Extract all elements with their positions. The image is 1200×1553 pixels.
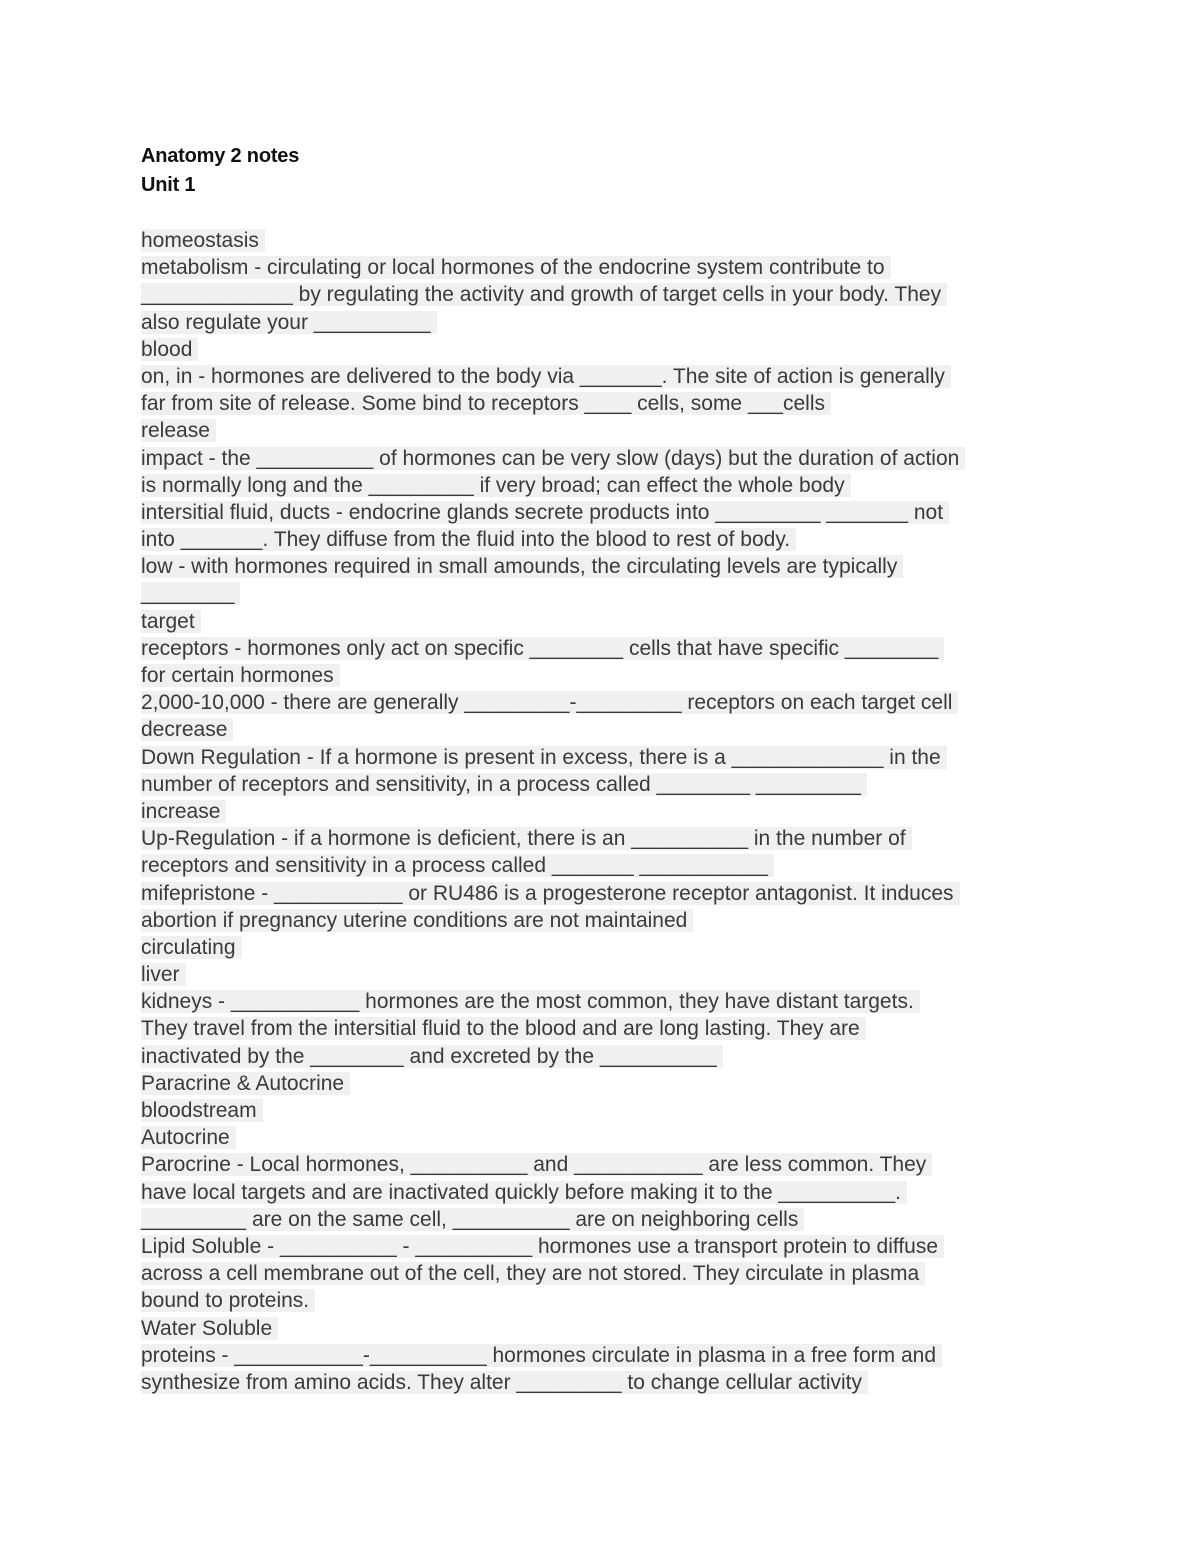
note-line-text: on, in - hormones are delivered to the body via _______. The site of action is generally: [141, 365, 951, 388]
note-line: [141, 934, 1066, 961]
note-line-text: intersitial fluid, ducts - endocrine glands secrete products into _________ _______ not: [141, 501, 949, 524]
note-line: [141, 1151, 1066, 1178]
note-line: [141, 880, 1066, 907]
note-line-text: number of receptors and sensitivity, in a process called ________ _________: [141, 773, 867, 796]
note-line: [141, 472, 1066, 499]
note-line-text: receptors and sensitivity in a process called _______ ___________: [141, 854, 774, 877]
note-line: [141, 1124, 1066, 1151]
note-line: [141, 1342, 1066, 1369]
note-line: [141, 417, 1066, 444]
note-line-text: increase: [141, 800, 226, 823]
note-line: [141, 1179, 1066, 1206]
note-line-text: Down Regulation - If a hormone is present in excess, there is a _____________ in the: [141, 746, 947, 769]
note-line-text: across a cell membrane out of the cell, they are not stored. They circulate in plasma: [141, 1262, 925, 1285]
note-line-text: into _______. They diffuse from the fluid into the blood to rest of body.: [141, 528, 796, 551]
note-line-text: release: [141, 419, 216, 442]
note-line: [141, 1070, 1066, 1097]
note-line-text: ________: [141, 582, 240, 605]
note-line-text: circulating: [141, 936, 242, 959]
note-line-text: also regulate your __________: [141, 311, 437, 334]
note-line: [141, 608, 1066, 635]
note-line-text: bound to proteins.: [141, 1289, 315, 1312]
note-line: [141, 1097, 1066, 1124]
note-line: [141, 744, 1066, 771]
note-line-text: bloodstream: [141, 1099, 263, 1122]
note-line-text: 2,000-10,000 - there are generally _________-_________ receptors on each target cell: [141, 691, 958, 714]
note-line: [141, 825, 1066, 852]
note-line: [141, 309, 1066, 336]
note-line: [141, 499, 1066, 526]
note-line: [141, 716, 1066, 743]
note-line: [141, 254, 1066, 281]
note-line-text: is normally long and the _________ if very broad; can effect the whole body: [141, 474, 851, 497]
note-line-text: _____________ by regulating the activity and growth of target cells in your body. They: [141, 283, 947, 306]
document-page: [141, 142, 1066, 1396]
note-line: [141, 553, 1066, 580]
note-line: [141, 852, 1066, 879]
note-line: [141, 445, 1066, 472]
note-line: [141, 961, 1066, 988]
note-line-text: inactivated by the ________ and excreted by the __________: [141, 1045, 723, 1068]
note-line: [141, 390, 1066, 417]
document-unit-heading: Unit 1: [141, 174, 196, 196]
note-line-text: Lipid Soluble - __________ - __________ hormones use a transport protein to diffuse: [141, 1235, 944, 1258]
note-line: [141, 1043, 1066, 1070]
note-line-text: liver: [141, 963, 186, 986]
note-line: [141, 227, 1066, 254]
note-line: [141, 1233, 1066, 1260]
note-line: [141, 635, 1066, 662]
note-line-text: Up-Regulation - if a hormone is deficient, there is an __________ in the number of: [141, 827, 912, 850]
note-line: [141, 1369, 1066, 1396]
note-line-text: Paracrine & Autocrine: [141, 1072, 350, 1095]
note-line-text: blood: [141, 338, 198, 361]
note-line: [141, 580, 1066, 607]
note-line: [141, 988, 1066, 1015]
note-line-text: low - with hormones required in small amounds, the circulating levels are typically: [141, 555, 903, 578]
note-line: [141, 281, 1066, 308]
note-line: [141, 798, 1066, 825]
note-line-text: Parocrine - Local hormones, __________ and ___________ are less common. They: [141, 1153, 932, 1176]
note-line: [141, 662, 1066, 689]
note-line: [141, 1287, 1066, 1314]
note-line: [141, 907, 1066, 934]
note-line: [141, 363, 1066, 390]
note-line-text: Water Soluble: [141, 1317, 278, 1340]
note-line-text: decrease: [141, 718, 233, 741]
note-line-text: kidneys - ___________ hormones are the most common, they have distant targets.: [141, 990, 920, 1013]
note-line-text: target: [141, 610, 201, 633]
heading-spacer: [141, 200, 1066, 227]
note-line: [141, 1260, 1066, 1287]
document-title: Anatomy 2 notes: [141, 145, 300, 167]
note-line-text: metabolism - circulating or local hormones of the endocrine system contribute to: [141, 256, 891, 279]
note-line: [141, 1206, 1066, 1233]
note-line-text: Autocrine: [141, 1126, 236, 1149]
notes-body: [141, 227, 1066, 1396]
note-line: [141, 336, 1066, 363]
note-line: [141, 1315, 1066, 1342]
note-line: [141, 771, 1066, 798]
note-line-text: far from site of release. Some bind to receptors ____ cells, some ___cells: [141, 392, 831, 415]
note-line-text: _________ are on the same cell, __________ are on neighboring cells: [141, 1208, 804, 1231]
note-line-text: synthesize from amino acids. They alter _________ to change cellular activity: [141, 1371, 868, 1394]
note-line-text: have local targets and are inactivated quickly before making it to the __________.: [141, 1181, 907, 1204]
note-line-text: for certain hormones: [141, 664, 340, 687]
note-line-text: receptors - hormones only act on specific ________ cells that have specific ________: [141, 637, 944, 660]
note-line-text: homeostasis: [141, 229, 265, 252]
note-line-text: impact - the __________ of hormones can be very slow (days) but the duration of action: [141, 447, 965, 470]
note-line: [141, 526, 1066, 553]
note-line-text: abortion if pregnancy uterine conditions are not maintained: [141, 909, 693, 932]
note-line-text: They travel from the intersitial fluid to the blood and are long lasting. They are: [141, 1017, 866, 1040]
note-line-text: proteins - ___________-__________ hormones circulate in plasma in a free form and: [141, 1344, 942, 1367]
note-line-text: mifepristone - ___________ or RU486 is a progesterone receptor antagonist. It induces: [141, 882, 960, 905]
note-line: [141, 689, 1066, 716]
note-line: [141, 1015, 1066, 1042]
